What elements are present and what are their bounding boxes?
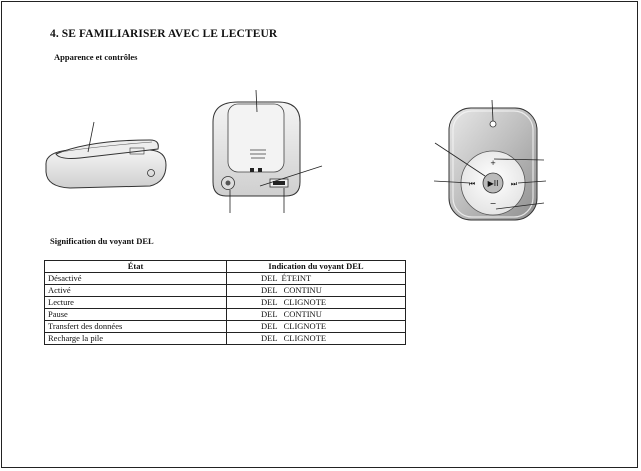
- section-title-led: Signification du voyant DEL: [50, 236, 154, 246]
- led-indicator: [490, 121, 496, 127]
- state-cell: Lecture: [45, 297, 227, 309]
- led-cell: DEL CLIGNOTE: [227, 297, 406, 309]
- led-cell: DEL CLIGNOTE: [227, 333, 406, 345]
- table-row: [45, 273, 406, 285]
- player-front-view: [434, 100, 546, 220]
- play-pause-icon: ▶II: [487, 179, 499, 188]
- volume-up-icon[interactable]: +: [490, 159, 496, 167]
- state-cell: Transfert des données: [45, 321, 227, 333]
- player-side-view: [46, 122, 166, 188]
- state-cell: Recharge la pile: [45, 333, 227, 345]
- state-cell: Pause: [45, 309, 227, 321]
- player-back-view: [213, 90, 322, 213]
- led-cell: DEL ÉTEINT: [227, 273, 406, 285]
- next-icon[interactable]: ⏭: [510, 180, 518, 188]
- table-row: [45, 285, 406, 297]
- column-header-led: Indication du voyant DEL: [227, 261, 406, 273]
- table-header-row: [45, 261, 406, 273]
- prev-icon[interactable]: ⏮: [468, 180, 476, 188]
- table-row: [45, 333, 406, 345]
- table-row: [45, 297, 406, 309]
- led-table: [44, 260, 406, 345]
- led-cell: DEL CLIGNOTE: [227, 321, 406, 333]
- led-cell: DEL CONTINU: [227, 285, 406, 297]
- state-cell: Activé: [45, 285, 227, 297]
- table-row: [45, 321, 406, 333]
- column-header-state: État: [45, 261, 227, 273]
- page-title: 4. SE FAMILIARISER AVEC LE LECTEUR: [50, 28, 278, 40]
- table-row: [45, 309, 406, 321]
- volume-down-icon[interactable]: −: [489, 199, 497, 208]
- section-title-appearance: Apparence et contrôles: [54, 52, 138, 62]
- state-cell: Désactivé: [45, 273, 227, 285]
- led-cell: DEL CONTINU: [227, 309, 406, 321]
